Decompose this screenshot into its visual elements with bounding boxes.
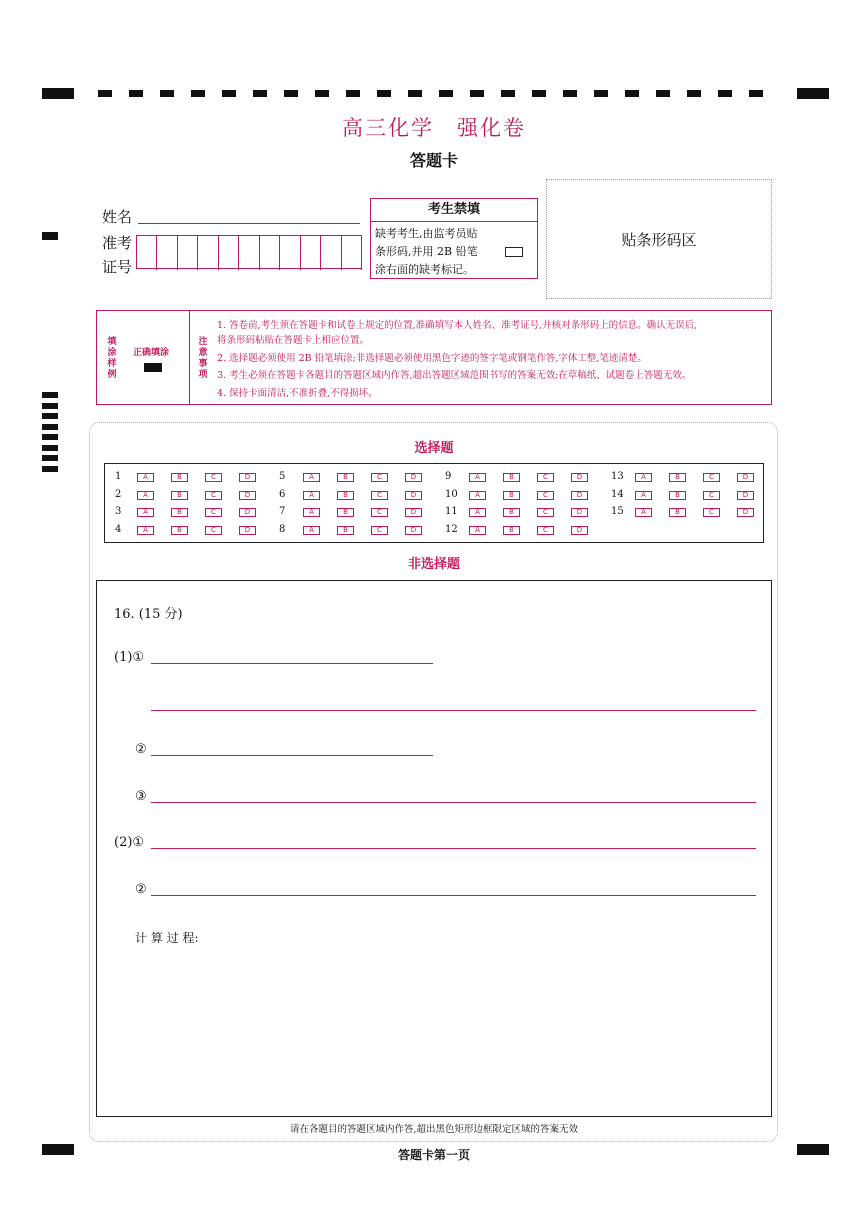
option-bubble-a[interactable]: A (635, 473, 652, 482)
id-digit-cell[interactable] (219, 236, 239, 270)
option-bubble-c[interactable]: C (205, 526, 222, 535)
question-number: 10 (445, 488, 458, 500)
correct-fill-sample (144, 363, 162, 372)
option-bubble-d[interactable]: D (571, 491, 588, 500)
id-digit-cell[interactable] (178, 236, 198, 270)
option-bubble-b[interactable]: B (669, 473, 686, 482)
id-digit-cell[interactable] (301, 236, 321, 270)
option-bubble-c[interactable]: C (703, 473, 720, 482)
option-bubble-a[interactable]: A (303, 473, 320, 482)
timing-mark (687, 90, 701, 97)
instruction-line: 4. 保持卡面清洁,不准折叠,不得损坏。 (217, 388, 378, 399)
option-bubble-b[interactable]: B (337, 508, 354, 517)
fill-example-label: 填涂样例 (107, 337, 117, 380)
part-1-1-label: (1)① (114, 650, 145, 665)
notice-title: 考生禁填 (371, 199, 537, 222)
id-digit-cell[interactable] (158, 236, 178, 270)
instruction-line: 1. 答卷前,考生须在答题卡和试卷上规定的位置,准确填写本人姓名、准考证号,并核对条形码上的信息。确认无误后, (217, 320, 698, 331)
timing-mark (129, 90, 143, 97)
option-bubble-a[interactable]: A (635, 508, 652, 517)
timing-mark (377, 90, 391, 97)
side-mark (42, 466, 58, 472)
option-bubble-d[interactable]: D (405, 526, 422, 535)
option-bubble-a[interactable]: A (137, 508, 154, 517)
option-bubble-b[interactable]: B (171, 491, 188, 500)
option-bubble-d[interactable]: D (405, 473, 422, 482)
answer-line[interactable] (151, 755, 433, 756)
footer-note: 请在各题目的答题区域内作答,超出黑色矩形边框限定区域的答案无效 (289, 1124, 579, 1135)
timing-mark (532, 90, 546, 97)
name-line[interactable] (138, 223, 360, 224)
question-number: 3 (115, 506, 122, 517)
calc-label: 计 算 过 程: (135, 931, 199, 945)
question-number: 9 (445, 471, 452, 482)
option-bubble-a[interactable]: A (303, 491, 320, 500)
timing-mark (563, 90, 577, 97)
timing-mark (222, 90, 236, 97)
question-number: 14 (611, 488, 624, 500)
id-digit-cell[interactable] (199, 236, 219, 270)
option-bubble-c[interactable]: C (205, 508, 222, 517)
option-bubble-a[interactable]: A (469, 508, 486, 517)
option-bubble-d[interactable]: D (405, 508, 422, 517)
timing-mark (408, 90, 422, 97)
option-bubble-a[interactable]: A (469, 491, 486, 500)
instructions-box (96, 310, 772, 405)
option-bubble-b[interactable]: B (503, 508, 520, 517)
option-bubble-d[interactable]: D (737, 508, 754, 517)
instruction-line: 3. 考生必须在答题卡各题目的答题区域内作答,超出答题区域范围书写的答案无效;在草稿纸、试题卷上答题无效。 (217, 370, 692, 381)
id-digit-cell[interactable] (260, 236, 280, 270)
absent-mark-box[interactable] (505, 247, 523, 257)
option-bubble-d[interactable]: D (405, 491, 422, 500)
side-mark (42, 403, 58, 409)
question-number: 4 (115, 523, 122, 535)
id-digit-cell[interactable] (137, 236, 157, 270)
notice-line: 缺考考生,由监考员贴 (375, 227, 478, 240)
option-bubble-a[interactable]: A (303, 508, 320, 517)
option-bubble-c[interactable]: C (537, 526, 554, 535)
option-bubble-b[interactable]: B (337, 491, 354, 500)
option-bubble-d[interactable]: D (239, 473, 256, 482)
mcq-grid (104, 463, 764, 543)
option-bubble-a[interactable]: A (469, 526, 486, 535)
option-bubble-c[interactable]: C (371, 508, 388, 517)
side-mark (42, 392, 58, 398)
option-bubble-b[interactable]: B (171, 526, 188, 535)
page-footer: 答题卡第一页 (397, 1148, 470, 1162)
timing-mark (749, 90, 763, 97)
option-bubble-b[interactable]: B (337, 473, 354, 482)
exam-id-grid[interactable] (136, 235, 362, 269)
timing-mark (160, 90, 174, 97)
absent-notice-box (370, 198, 538, 279)
option-bubble-d[interactable]: D (239, 508, 256, 517)
question-number: 5 (279, 471, 286, 482)
option-bubble-d[interactable]: D (737, 473, 754, 482)
timing-mark (625, 90, 639, 97)
option-bubble-c[interactable]: C (371, 526, 388, 535)
question-number: 1 (115, 471, 122, 482)
timing-mark (718, 90, 732, 97)
option-bubble-b[interactable]: B (503, 473, 520, 482)
option-bubble-b[interactable]: B (337, 526, 354, 535)
timing-mark (315, 90, 329, 97)
part-1-3-label: ③ (135, 789, 147, 804)
question-number: 15 (611, 506, 624, 517)
option-bubble-c[interactable]: C (537, 473, 554, 482)
option-bubble-c[interactable]: C (205, 473, 222, 482)
part-2-2-label: ② (135, 882, 147, 897)
option-bubble-a[interactable]: A (137, 491, 154, 500)
timing-mark (656, 90, 670, 97)
answer-line[interactable] (151, 663, 433, 664)
side-mark (42, 413, 58, 419)
question-header: 16. (15 分) (114, 607, 183, 622)
timing-mark (501, 90, 515, 97)
id-digit-cell[interactable] (322, 236, 342, 270)
answer-line[interactable] (151, 802, 756, 803)
id-digit-cell[interactable] (281, 236, 301, 270)
option-bubble-c[interactable]: C (703, 508, 720, 517)
timing-mark (439, 90, 453, 97)
timing-mark (284, 90, 298, 97)
answer-line[interactable] (151, 895, 756, 896)
option-bubble-d[interactable]: D (571, 526, 588, 535)
notice-line: 条形码,并用 2B 铅笔 (375, 245, 478, 258)
question-number: 13 (611, 471, 624, 482)
timing-mark (594, 90, 608, 97)
option-bubble-d[interactable]: D (571, 473, 588, 482)
free-section-title: 非选择题 (407, 557, 460, 572)
option-bubble-a[interactable]: A (635, 491, 652, 500)
free-answer-box[interactable] (96, 580, 772, 1117)
option-bubble-c[interactable]: C (205, 491, 222, 500)
option-bubble-d[interactable]: D (737, 491, 754, 500)
barcode-area: 贴条形码区 (546, 179, 772, 299)
option-bubble-c[interactable]: C (371, 491, 388, 500)
option-bubble-b[interactable]: B (669, 491, 686, 500)
question-number: 8 (279, 523, 286, 535)
part-2-1-label: (2)① (114, 835, 145, 850)
timing-mark (98, 90, 112, 97)
option-bubble-c[interactable]: C (537, 491, 554, 500)
side-mark (42, 232, 58, 240)
id-label-1: 准考 (102, 234, 133, 252)
notes-label: 注意事项 (198, 337, 208, 380)
option-bubble-c[interactable]: C (537, 508, 554, 517)
mcq-section-title: 选择题 (414, 441, 454, 456)
option-bubble-b[interactable]: B (503, 491, 520, 500)
option-bubble-b[interactable]: B (171, 508, 188, 517)
timing-mark (191, 90, 205, 97)
question-number: 11 (445, 506, 458, 517)
id-digit-cell[interactable] (342, 236, 362, 270)
corner-mark-top-right (797, 88, 829, 99)
question-number: 6 (279, 488, 286, 500)
id-label-2: 证号 (102, 258, 133, 276)
correct-fill-label: 正确填涂 (133, 348, 170, 358)
divider (189, 311, 190, 404)
option-bubble-c[interactable]: C (703, 491, 720, 500)
name-label: 姓名 (102, 208, 133, 226)
instruction-line: 2. 选择题必须使用 2B 铅笔填涂;非选择题必须使用黑色字迹的签字笔或钢笔作答,字体工整,笔迹清楚。 (217, 353, 647, 364)
question-number: 2 (115, 488, 122, 500)
timing-mark (253, 90, 267, 97)
option-bubble-d[interactable]: D (239, 491, 256, 500)
answer-line[interactable] (151, 848, 756, 849)
question-number: 7 (279, 506, 286, 517)
page-title: 高三化学 强化卷 (342, 116, 526, 140)
option-bubble-a[interactable]: A (303, 526, 320, 535)
option-bubble-a[interactable]: A (469, 473, 486, 482)
instruction-line: 将条形码粘贴在答题卡上相应位置。 (217, 335, 370, 346)
option-bubble-c[interactable]: C (371, 473, 388, 482)
option-bubble-a[interactable]: A (137, 473, 154, 482)
question-number: 12 (445, 523, 458, 535)
answer-line[interactable] (151, 710, 756, 711)
option-bubble-b[interactable]: B (669, 508, 686, 517)
timing-mark (470, 90, 484, 97)
notice-text (375, 225, 503, 279)
corner-mark-top-left (42, 88, 74, 99)
option-bubble-d[interactable]: D (239, 526, 256, 535)
notice-line: 涂右面的缺考标记。 (375, 263, 474, 276)
option-bubble-d[interactable]: D (571, 508, 588, 517)
option-bubble-a[interactable]: A (137, 526, 154, 535)
option-bubble-b[interactable]: B (171, 473, 188, 482)
timing-mark (346, 90, 360, 97)
id-digit-cell[interactable] (240, 236, 260, 270)
page-subtitle: 答题卡 (409, 151, 458, 170)
side-mark (42, 424, 58, 430)
option-bubble-b[interactable]: B (503, 526, 520, 535)
part-1-2-label: ② (135, 742, 147, 757)
